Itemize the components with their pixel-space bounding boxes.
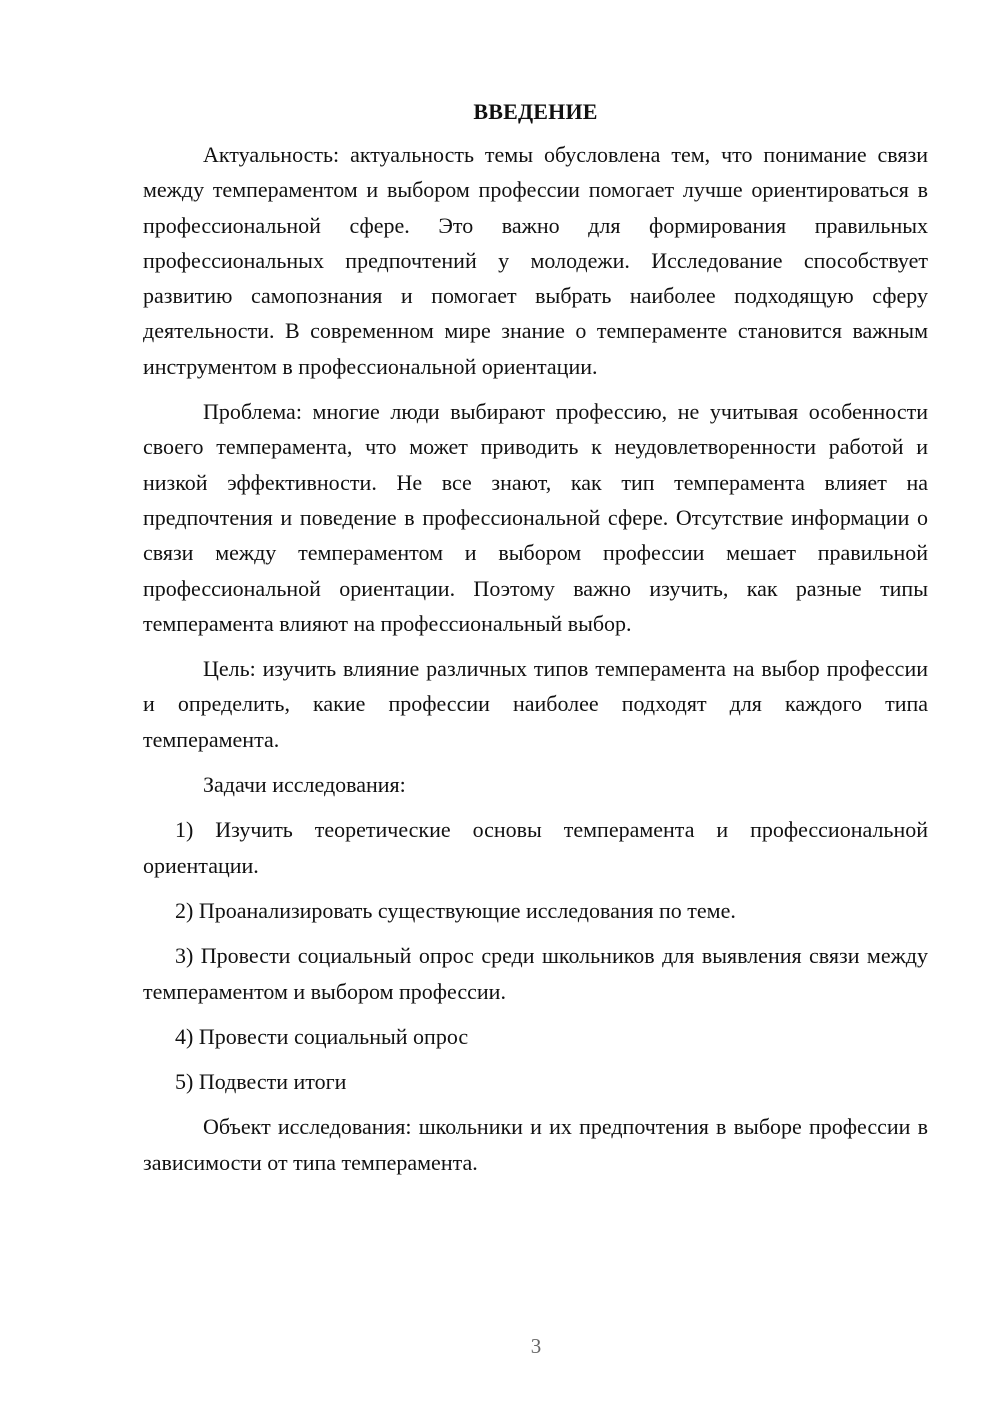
document-body	[143, 94, 928, 1180]
task-item-4: 4) Провести социальный опрос	[175, 1023, 469, 1049]
object-paragraph: Объект исследования: школьники и их предпочтения в выборе профессии в зависимости от типа темперамента.	[143, 1114, 928, 1175]
tasks-heading: Задачи исследования:	[203, 772, 406, 798]
task-item-5: 5) Подвести итоги	[175, 1069, 347, 1095]
task-item-2: 2) Проанализировать существующие исследования по теме.	[175, 897, 736, 923]
page-number: 3	[530, 1334, 542, 1358]
page-title: ВВЕДЕНИЕ	[473, 99, 598, 124]
relevance-paragraph: Актуальность: актуальность темы обусловлена тем, что понимание связи между темпераментом и выбором профессии помогает лучше ориентироваться в профессиональной сфере. Это важно для формирования правильных профессиональных предпочтений у молодежи. Исследование способствует развитию самопознания и помогает выбрать наиболее подходящую сферу деятельности. В современном мире знание о темпераменте становится важным инструментом в профессиональной ориентации.	[143, 142, 928, 379]
task-item-3: 3) Провести социальный опрос среди школьников для выявления связи между темпераментом и выбором профессии.	[143, 943, 928, 1004]
problem-paragraph: Проблема: многие люди выбирают профессию, не учитывая особенности своего темперамента, что может приводить к неудовлетворенности работой и низкой эффективности. Не все знают, как тип темперамента влияет на предпочтения и поведение в профессиональной сфере. Отсутствие информации о связи между темпераментом и выбором профессии мешает правильной профессиональной ориентации. Поэтому важно изучить, как разные типы темперамента влияют на профессиональный выбор.	[143, 399, 928, 636]
goal-paragraph: Цель: изучить влияние различных типов темперамента на выбор профессии и определить, какие профессии наиболее подходят для каждого типа темперамента.	[143, 656, 928, 752]
task-item-1: 1) Изучить теоретические основы темперамента и профессиональной ориентации.	[143, 817, 928, 878]
